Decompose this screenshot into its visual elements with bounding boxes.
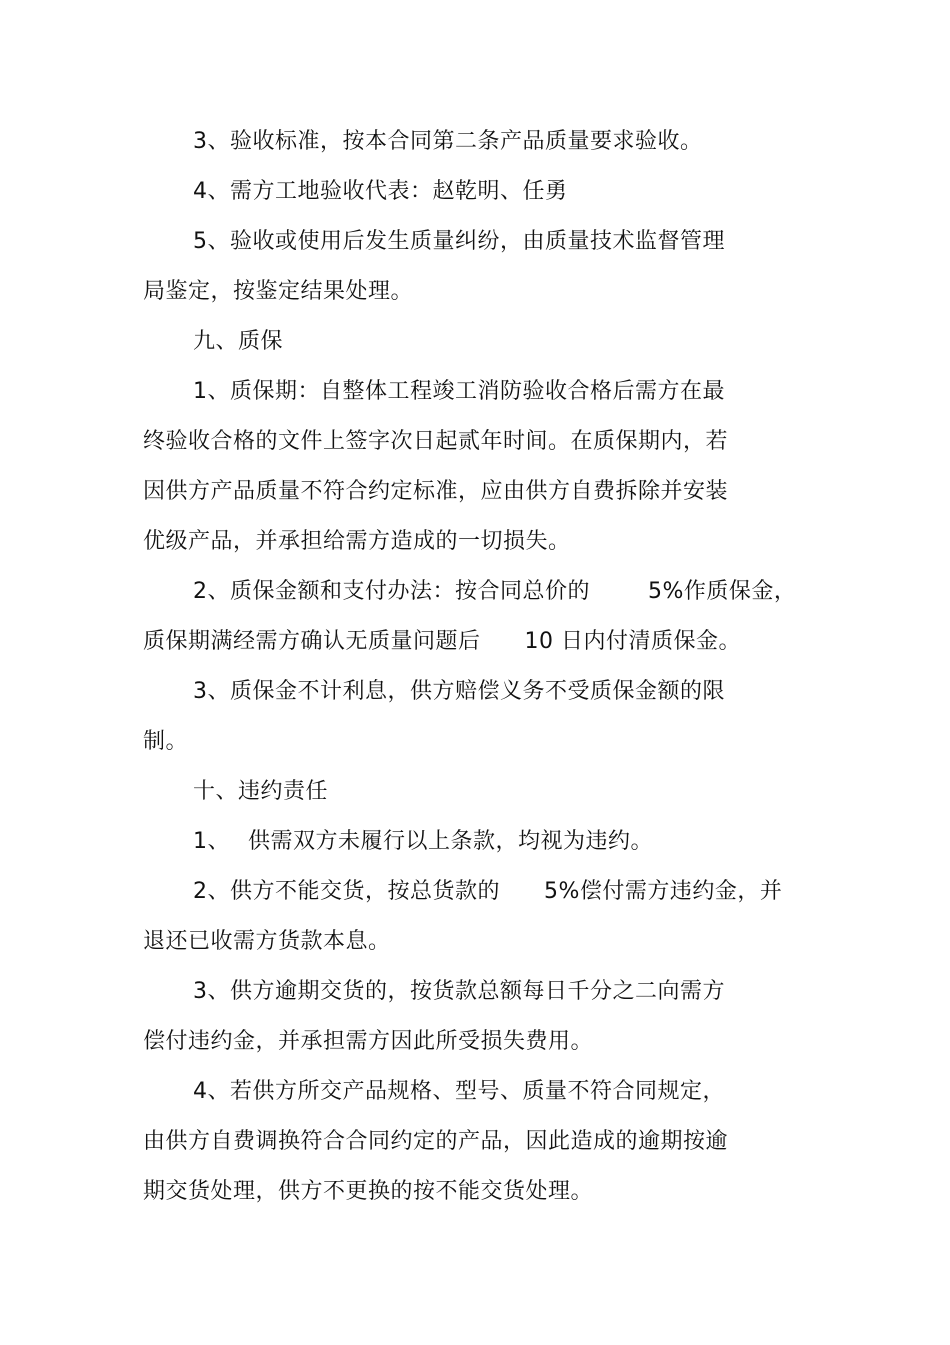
quality-dispute-line-cont: 局鉴定，按鉴定结果处理。 <box>143 279 414 304</box>
warranty-amount-line-cont <box>143 627 741 657</box>
breach-definition-text: 供需双方未履行以上条款，均视为违约。 <box>248 829 654 854</box>
breach-definition-number: 1、 <box>193 829 230 854</box>
warranty-payment-days: 10 日内付清质保金。 <box>524 629 742 654</box>
late-delivery-line: 3、供方逾期交货的，按货款总额每日千分之二向需方 <box>193 979 725 1004</box>
late-delivery-line-cont: 偿付违约金，并承担需方因此所受损失费用。 <box>143 1029 594 1054</box>
non-delivery-text: 2、供方不能交货，按总货款的 <box>193 879 500 904</box>
section-heading-liability: 十、违约责任 <box>193 779 329 804</box>
section-heading-warranty: 九、质保 <box>193 329 284 354</box>
non-delivery-line <box>193 877 782 907</box>
acceptance-standard-line: 3、验收标准，按本合同第二条产品质量要求验收。 <box>193 129 703 154</box>
quality-dispute-line: 5、验收或使用后发生质量纠纷，由质量技术监督管理 <box>193 229 725 254</box>
warranty-period-line-cont-3: 优级产品，并承担给需方造成的一切损失。 <box>143 529 571 554</box>
non-delivery-line-cont: 退还已收需方货款本息。 <box>143 929 391 954</box>
warranty-amount-text: 2、质保金额和支付办法：按合同总价的 <box>193 579 590 604</box>
warranty-period-line-cont-2: 因供方产品质量不符合约定标准，应由供方自费拆除并安装 <box>143 479 729 504</box>
nonconforming-product-line-cont-1: 由供方自费调换符合合同约定的产品，因此造成的逾期按逾 <box>143 1129 729 1154</box>
nonconforming-product-line-cont-2: 期交货处理，供方不更换的按不能交货处理。 <box>143 1179 594 1204</box>
warranty-percent: 5%作质保金， <box>648 579 797 604</box>
breach-definition-line <box>193 827 653 857</box>
warranty-payment-text: 质保期满经需方确认无质量问题后 <box>143 629 481 654</box>
nonconforming-product-line: 4、若供方所交产品规格、型号、质量不符合同规定， <box>193 1079 725 1104</box>
warranty-period-line: 1、质保期：自整体工程竣工消防验收合格后需方在最 <box>193 379 725 404</box>
warranty-interest-line-cont: 制。 <box>143 729 189 754</box>
acceptance-representative-line: 4、需方工地验收代表：赵乾明、任勇 <box>193 179 568 204</box>
warranty-amount-line <box>193 577 796 607</box>
warranty-period-line-cont-1: 终验收合格的文件上签字次日起贰年时间。在质保期内，若 <box>143 429 729 454</box>
non-delivery-percent: 5%偿付需方违约金，并 <box>544 879 783 904</box>
warranty-interest-line: 3、质保金不计利息，供方赔偿义务不受质保金额的限 <box>193 679 725 704</box>
